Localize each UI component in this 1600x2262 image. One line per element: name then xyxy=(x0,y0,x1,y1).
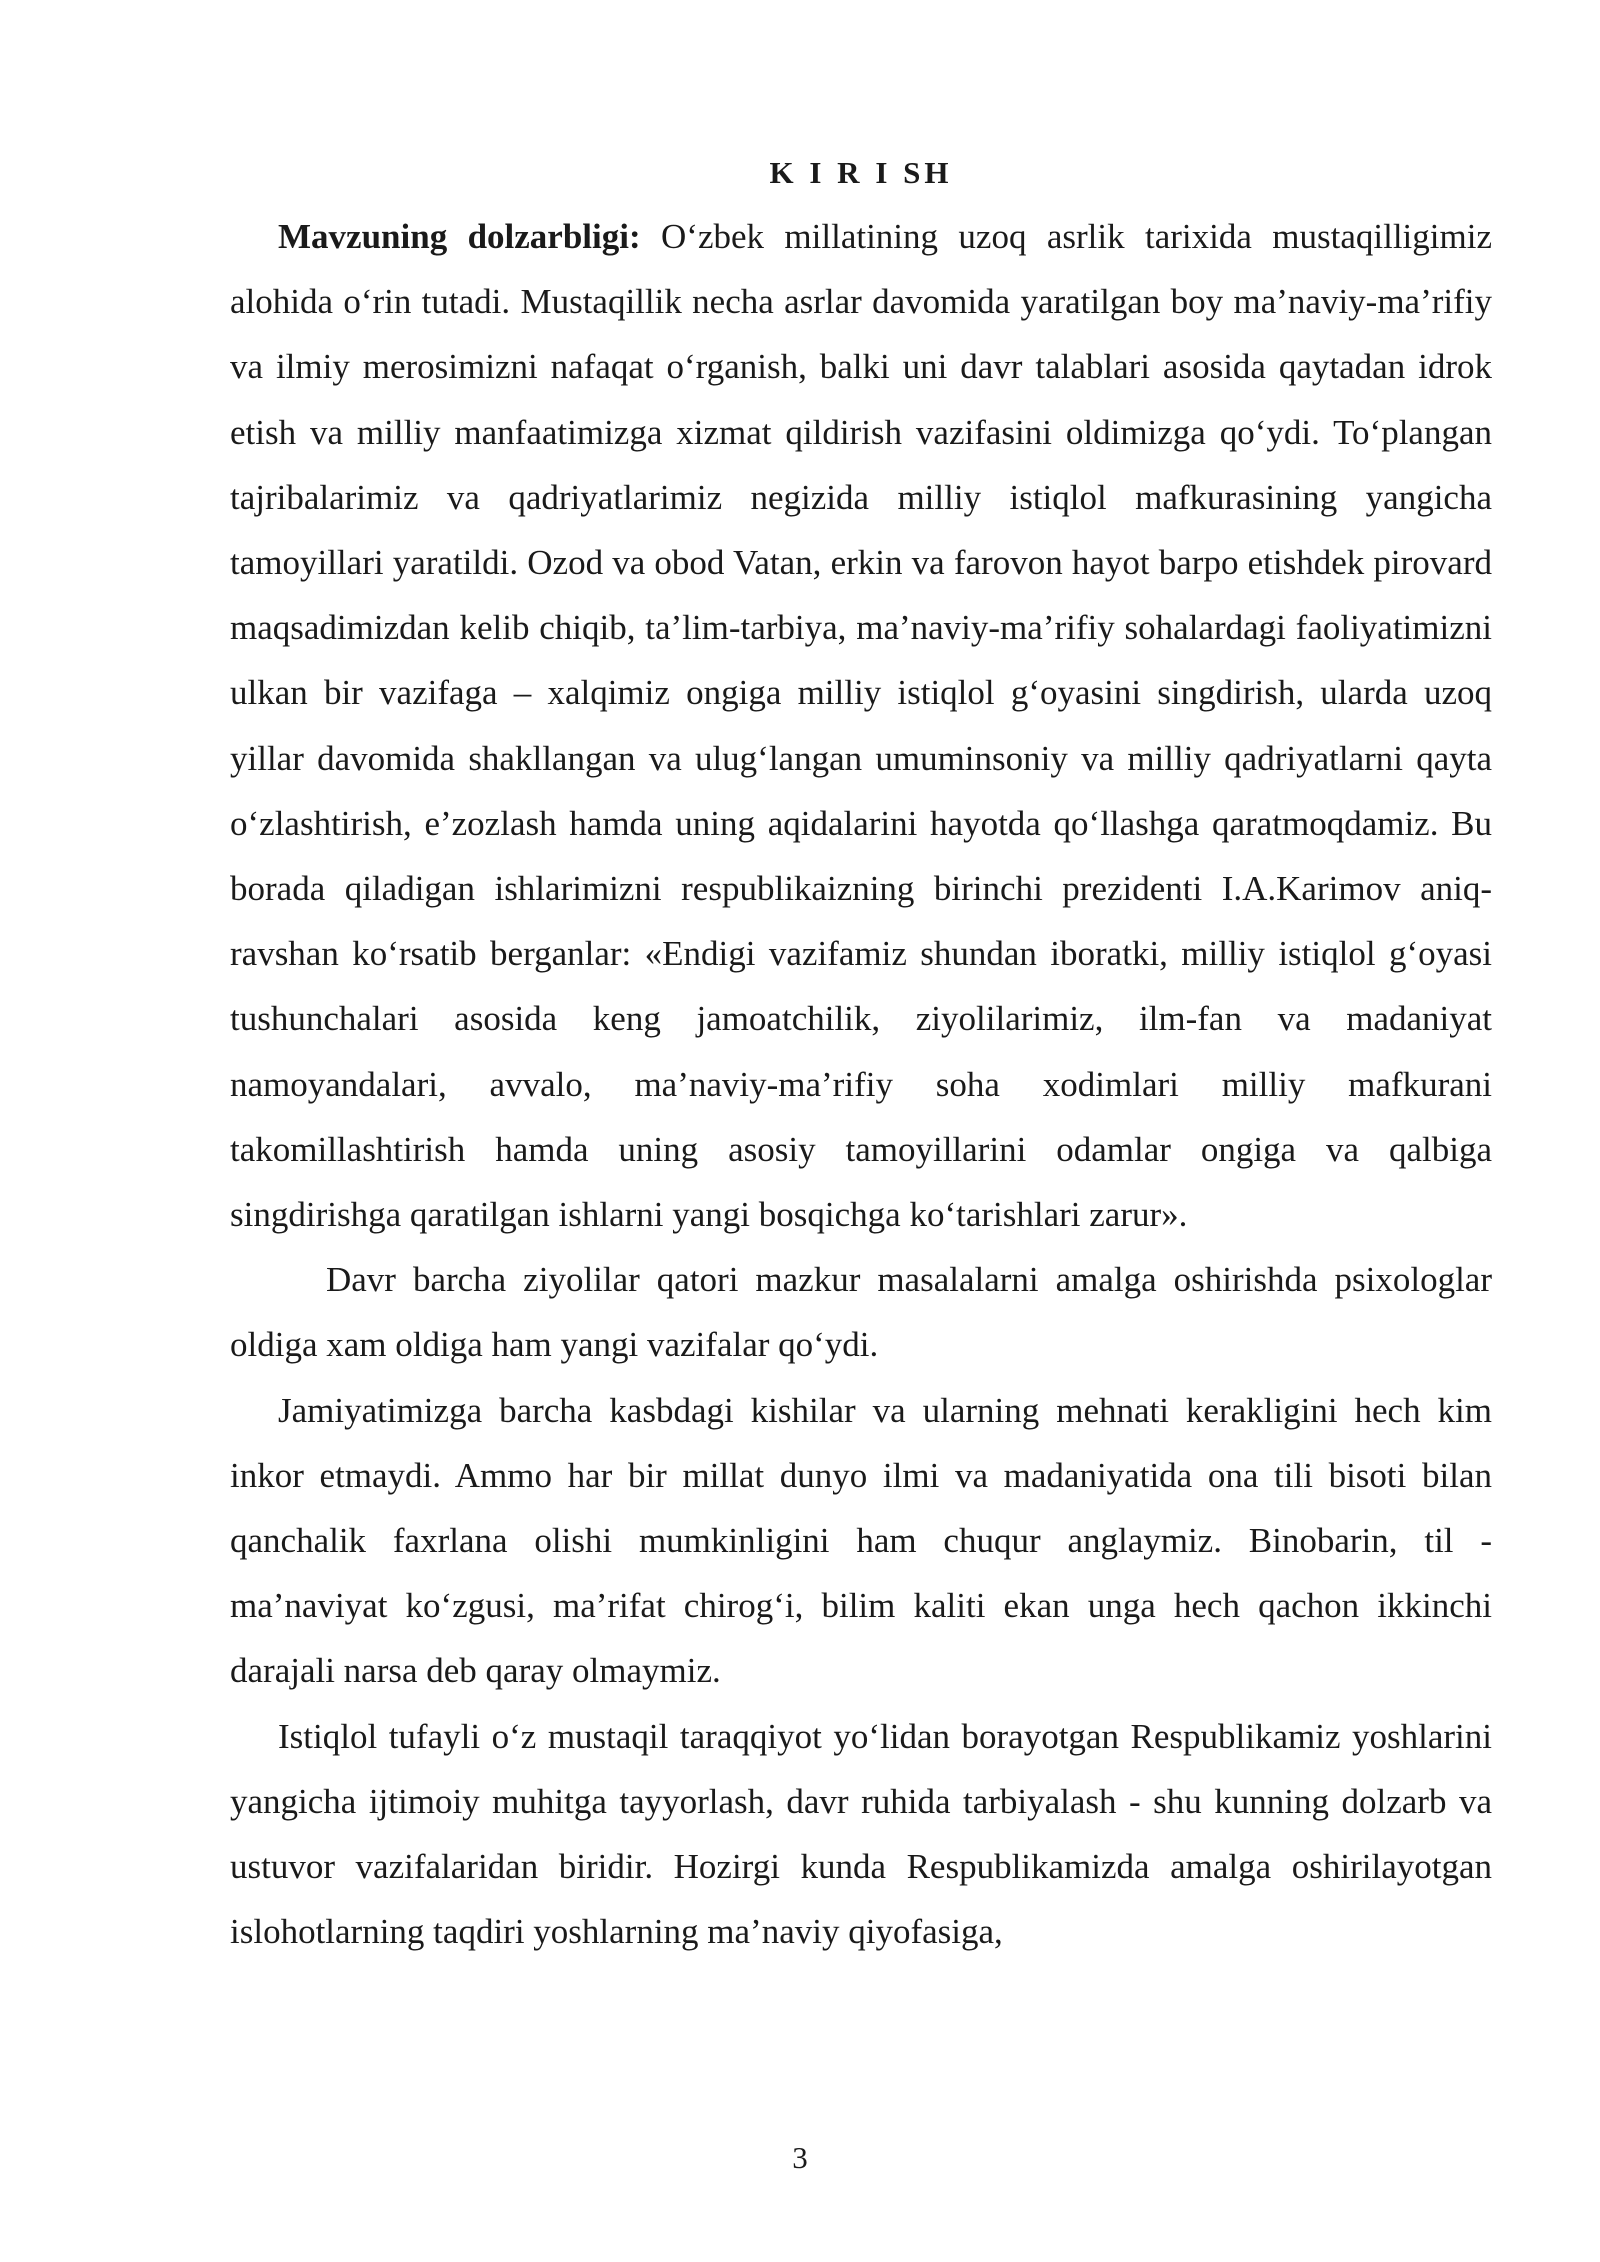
page-number: 3 xyxy=(792,2140,808,2175)
paragraph-relevance xyxy=(230,204,1492,1247)
paragraph-lead: Mavzuning dolzarbligi: xyxy=(278,217,641,256)
document-page xyxy=(230,150,1492,1964)
section-heading: K I R I SH xyxy=(769,155,953,190)
paragraph-body: O‘zbek millatining uzoq asrlik tarixida mustaqilligimiz alohida o‘rin tutadi. Mustaqillik necha asrlar davomida yaratilgan boy ma’naviy-ma’rifiy va ilmiy merosimizni nafaqat o‘rganish, balki uni davr talablari asosida qaytadan idrok etish va milliy manfaatimizga xizmat qildirish vazifasini oldimizga qo‘ydi. To‘plangan tajribalarimiz va qadriyatlarimiz negizida milliy istiqlol mafkurasining yangicha tamoyillari yaratildi. Ozod va obod Vatan, erkin va farovon hayot barpo etishdek pirovard maqsadimizdan kelib chiqib, ta’lim-tarbiya, ma’naviy-ma’rifiy sohalardagi faoliyatimizni ulkan bir vazifaga – xalqimiz ongiga milliy istiqlol g‘oyasini singdirish, ularda uzoq yillar davomida shakllangan va ulug‘langan umuminsoniy va milliy qadriyatlarni qayta o‘zlashtirish, e’zozlash hamda uning aqidalarini hayotda qo‘llashga qaratmoqdamiz. Bu borada qiladigan ishlarimizni respublikaizning birinchi prezidenti I.A.Karimov aniq-ravshan ko‘rsatib berganlar: «Endigi vazifamiz shundan iboratki, milliy istiqlol g‘oyasi tushunchalari asosida keng jamoatchilik, ziyolilarimiz, ilm-fan va madaniyat namoyandalari, avvalo, ma’naviy-ma’rifiy soha xodimlari milliy mafkurani takomillashtirish hamda uning asosiy tamoyillarini odamlar ongiga va qalbiga singdirishga qaratilgan ishlarni yangi bosqichga ko‘tarishlari zarur». xyxy=(230,217,1492,1235)
paragraph-youth: Istiqlol tufayli o‘z mustaqil taraqqiyot yo‘lidan borayotgan Respublikamiz yoshlarini yangicha ijtimoiy muhitga tayyorlash, davr ruhida tarbiyalash - shu kunning dolzarb va ustuvor vazifalaridan biridir. Hozirgi kunda Respublikamizda amalga oshirilayotgan islohotlarning taqdiri yoshlarning ma’naviy qiyofasiga, xyxy=(230,1716,1492,1952)
paragraph-language: Jamiyatimizga barcha kasbdagi kishilar va ularning mehnati kerakligini hech kim inkor etmaydi. Ammo har bir millat dunyo ilmi va madaniyatida ona tili bisoti bilan qanchalik faxrlana olishi mumkinligini ham chuqur anglaymiz. Binobarin, til - ma’naviyat ko‘zgusi, ma’rifat chirog‘i, bilim kaliti ekan unga hech qachon ikkinchi darajali narsa deb qaray olmaymiz. xyxy=(230,1390,1492,1691)
paragraph-psychologists: Davr barcha ziyolilar qatori mazkur masalalarni amalga oshirishda psixologlar oldiga xam oldiga ham yangi vazifalar qo‘ydi. xyxy=(230,1260,1492,1365)
